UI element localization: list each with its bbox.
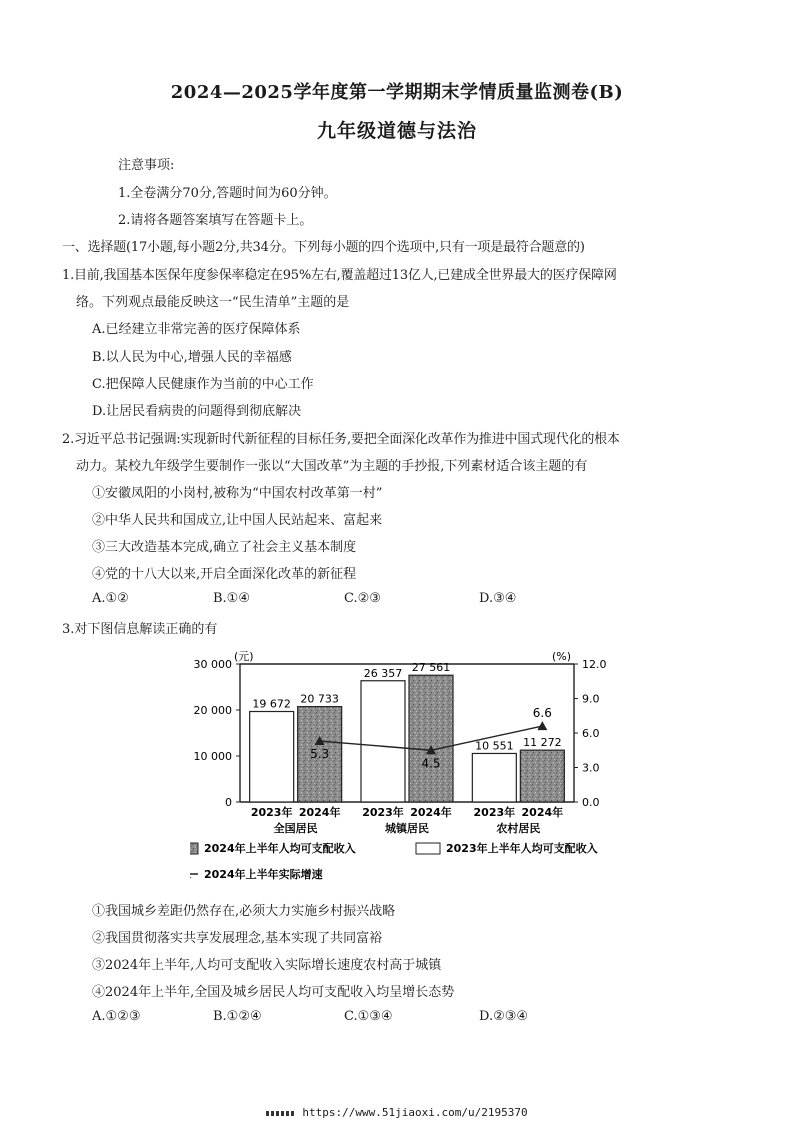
question-2-item: ①安徽凤阳的小岗村,被称为“中国农村改革第一村” <box>92 486 383 501</box>
question-2-option-c[interactable]: C.②③ <box>344 591 381 606</box>
question-3-option-d[interactable]: D.②③④ <box>479 1009 529 1024</box>
footer-link[interactable] <box>0 1106 794 1119</box>
section-heading: 一、选择题(17小题,每小题2分,共34分。下列每小题的四个选项中,只有一项是最符合题意的) <box>62 240 585 255</box>
question-2-item: ②中华人民共和国成立,让中国人民站起来、富起来 <box>92 513 383 528</box>
growth-point-marker <box>537 721 547 730</box>
footer-url: https://www.51jiaoxi.com/u/2195370 <box>302 1106 528 1119</box>
bar-2023 <box>250 712 294 802</box>
question-3-item: ③2024年上半年,人均可支配收入实际增长速度农村高于城镇 <box>92 958 442 973</box>
group-label: 农村居民 <box>496 822 541 835</box>
x-tick-label: 2024年 <box>521 806 564 819</box>
x-tick-label: 2023年 <box>250 806 293 819</box>
footer-logo-icon <box>266 1111 296 1116</box>
y-tick-label: 10 000 <box>193 750 232 763</box>
x-tick-label: 2023年 <box>473 806 516 819</box>
y2-tick-label: 3.0 <box>582 761 600 775</box>
question-3-option-b[interactable]: B.①②④ <box>213 1009 262 1024</box>
y2-axis-unit: (%) <box>552 650 572 663</box>
group-label: 全国居民 <box>273 822 318 835</box>
question-2-option-a[interactable]: A.①② <box>92 591 129 606</box>
question-3-item: ④2024年上半年,全国及城乡居民人均可支配收入均呈增长态势 <box>92 985 455 1000</box>
question-2-stem: 2.习近平总书记强调:实现新时代新征程的目标任务,要把全面深化改革作为推进中国式现代化的根本 <box>62 432 620 447</box>
question-3-item: ①我国城乡差距仍然存在,必须大力实施乡村振兴战略 <box>92 904 396 919</box>
exam-subtitle: 九年级道德与法治 <box>316 120 477 142</box>
exam-title: 2024—2025学年度第一学期期末学情质量监测卷(B) <box>170 82 624 103</box>
y2-tick-label: 6.0 <box>582 727 600 740</box>
question-1-option-a[interactable]: A.已经建立非常完善的医疗保障体系 <box>92 322 301 337</box>
x-tick-label: 2024年 <box>410 806 452 819</box>
bar-2024 <box>409 675 453 802</box>
y2-tick-label: 9.0 <box>582 692 600 706</box>
bar-2023 <box>361 681 405 802</box>
x-tick-label: 2023年 <box>362 806 404 819</box>
notice-heading: 注意事项: <box>118 158 175 173</box>
question-2-item: ④党的十八大以来,开启全面深化改革的新征程 <box>92 567 357 582</box>
bar-value-label: 11 272 <box>523 736 562 750</box>
bar-2023 <box>472 753 516 802</box>
y2-tick-label: 0.0 <box>582 796 600 809</box>
y2-tick-label: 12.0 <box>582 658 607 671</box>
x-tick-label: 2024年 <box>298 806 341 819</box>
y-axis-unit: (元) <box>234 650 254 663</box>
question-2-item: ③三大改造基本完成,确立了社会主义基本制度 <box>92 540 357 555</box>
question-3-option-a[interactable]: A.①②③ <box>92 1009 141 1024</box>
question-1-stem: 1.目前,我国基本医保年度参保率稳定在95%左右,覆盖超过13亿人,已建成全世界最大的医疗保障网 <box>62 268 617 283</box>
question-2-option-d[interactable]: D.③④ <box>479 591 517 606</box>
legend-label-2024: 2024年上半年人均可支配收入 <box>204 842 356 855</box>
notice-item: 1.全卷满分70分,答题时间为60分钟。 <box>118 186 337 201</box>
legend-swatch-2023 <box>416 843 440 854</box>
question-1-option-b[interactable]: B.以人民为中心,增强人民的幸福感 <box>92 350 292 365</box>
question-3-item: ②我国贯彻落实共享发展理念,基本实现了共同富裕 <box>92 931 383 946</box>
notice-item: 2.请将各题答案填写在答题卡上。 <box>118 213 313 228</box>
question-3-stem: 3.对下图信息解读正确的有 <box>62 622 218 637</box>
bar-value-label: 26 357 <box>363 666 403 680</box>
legend-swatch-2024 <box>190 843 198 854</box>
y-tick-label: 30 000 <box>193 658 232 671</box>
income-chart <box>190 640 630 892</box>
growth-value-label: 6.6 <box>532 706 552 721</box>
group-label: 城镇居民 <box>385 822 429 835</box>
question-1-option-c[interactable]: C.把保障人民健康作为当前的中心工作 <box>92 377 314 392</box>
bar-2024 <box>520 750 564 802</box>
growth-value-label: 5.3 <box>310 747 330 762</box>
legend-label-2023: 2023年上半年人均可支配收入 <box>446 842 598 855</box>
question-3-option-c[interactable]: C.①③④ <box>344 1009 393 1024</box>
growth-value-label: 4.5 <box>421 756 441 771</box>
y-tick-label: 20 000 <box>193 704 232 717</box>
bar-value-label: 19 672 <box>252 697 291 711</box>
legend-label-growth: 2024年上半年实际增速 <box>204 868 323 881</box>
bar-value-label: 27 561 <box>411 661 451 675</box>
bar-value-label: 20 733 <box>300 692 339 706</box>
question-1-stem-cont: 络。下列观点最能反映这一“民生清单”主题的是 <box>76 295 350 310</box>
question-2-option-b[interactable]: B.①④ <box>213 591 250 606</box>
question-1-option-d[interactable]: D.让居民看病贵的问题得到彻底解决 <box>92 404 302 419</box>
y-tick-label: 0 <box>225 796 232 809</box>
bar-value-label: 10 551 <box>475 739 514 753</box>
question-2-stem-cont: 动力。某校九年级学生要制作一张以“大国改革”为主题的手抄报,下列素材适合该主题的有 <box>76 459 588 474</box>
